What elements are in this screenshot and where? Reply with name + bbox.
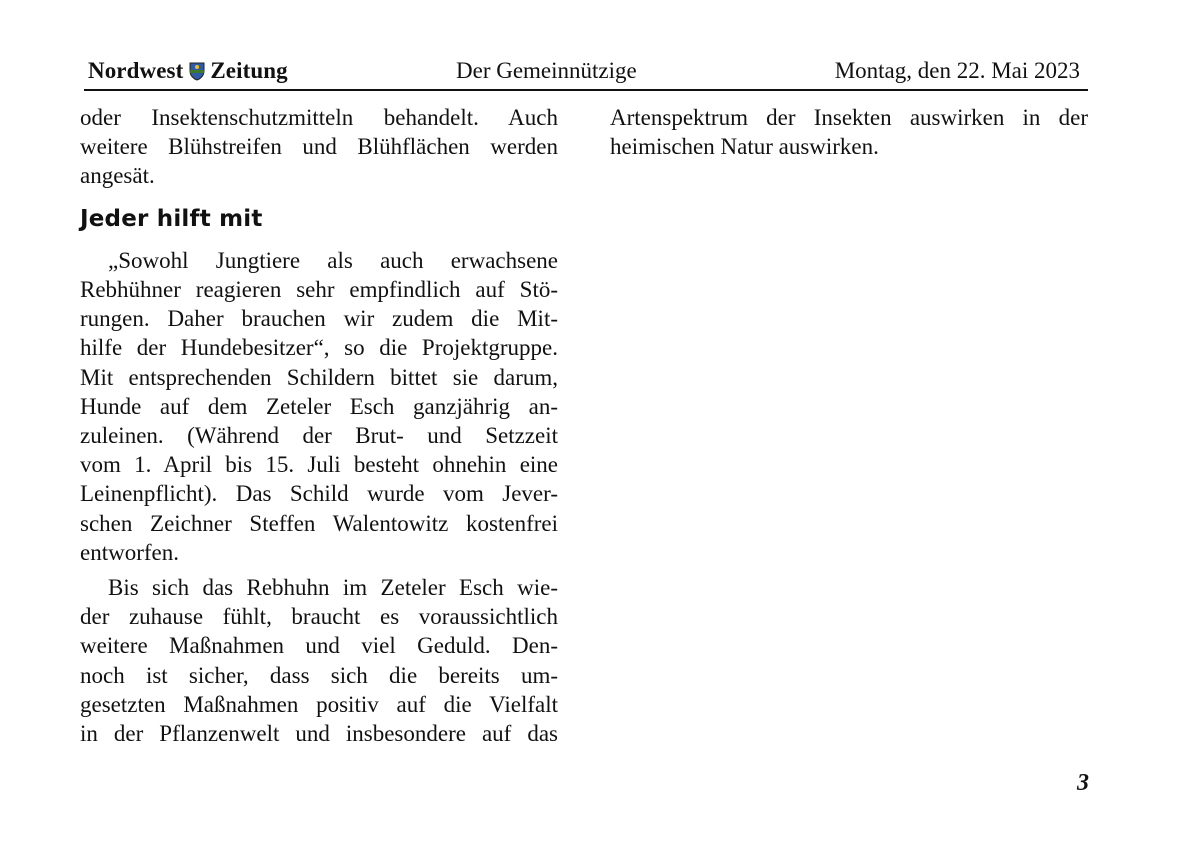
text-line: weitere Maßnahmen und viel Geduld. Den- — [80, 633, 558, 659]
text-line: schen Zeichner Steffen Walentowitz kostenfrei — [80, 510, 558, 536]
text-line: Mit entsprechenden Schildern bittet sie darum, — [80, 364, 558, 390]
text-line: Hunde auf dem Zeteler Esch ganzjährig an- — [80, 393, 558, 419]
right-column — [610, 103, 1088, 161]
text-line: hilfe der Hundebesitzer“, so die Projektgruppe. — [80, 335, 558, 361]
text-line: angesät. — [80, 163, 155, 189]
body-paragraph-1 — [80, 246, 558, 567]
issue-date: Montag, den 22. Mai 2023 — [834, 58, 1080, 83]
text-line: noch ist sicher, dass sich die bereits um- — [80, 662, 558, 688]
text-line: oder Insektenschutzmitteln behandelt. Auch — [80, 105, 558, 130]
page-header — [84, 58, 1084, 88]
text-line: der zuhause fühlt, braucht es voraussichtlich — [80, 604, 558, 630]
text-line: heimischen Natur auswirken. — [610, 134, 879, 160]
intro-paragraph — [80, 103, 558, 191]
body-paragraph-2 — [80, 573, 558, 748]
text-line: weitere Blühstreifen und Blühflächen werden — [80, 134, 558, 160]
text-line: gesetzten Maßnahmen positiv auf die Vielfalt — [80, 691, 558, 717]
text-line: „Sowohl Jungtiere als auch erwachsene — [108, 247, 558, 273]
text-line: zuleinen. (Während der Brut- und Setzzeit — [80, 423, 558, 449]
text-line: vom 1. April bis 15. Juli besteht ohnehin eine — [80, 452, 558, 478]
page-number: 3 — [1077, 770, 1089, 796]
text-line: entworfen. — [80, 539, 179, 565]
text-line: Rebhühner reagieren sehr empfindlich auf Stö- — [80, 277, 558, 303]
brand-name-left: Nordwest — [88, 58, 184, 83]
text-line: Artenspektrum der Insekten auswirken in der — [610, 105, 1088, 130]
brand-name-right: Zeitung — [210, 58, 288, 83]
left-column — [80, 103, 558, 748]
text-line: Leinenpflicht). Das Schild wurde vom Jever- — [80, 481, 558, 507]
text-line: Bis sich das Rebhuhn im Zeteler Esch wie- — [108, 575, 558, 601]
continuation-paragraph — [610, 103, 1088, 161]
header-rule — [84, 89, 1088, 91]
supplement-title: Der Gemeinnützige — [456, 58, 637, 83]
text-line: rungen. Daher brauchen wir zudem die Mit- — [80, 306, 558, 332]
newspaper-brand — [88, 58, 288, 84]
text-line: in der Pflanzenwelt und insbesondere auf das — [80, 721, 558, 747]
section-heading: Jeder hilft mit — [80, 205, 263, 232]
coat-of-arms-icon — [189, 62, 205, 81]
